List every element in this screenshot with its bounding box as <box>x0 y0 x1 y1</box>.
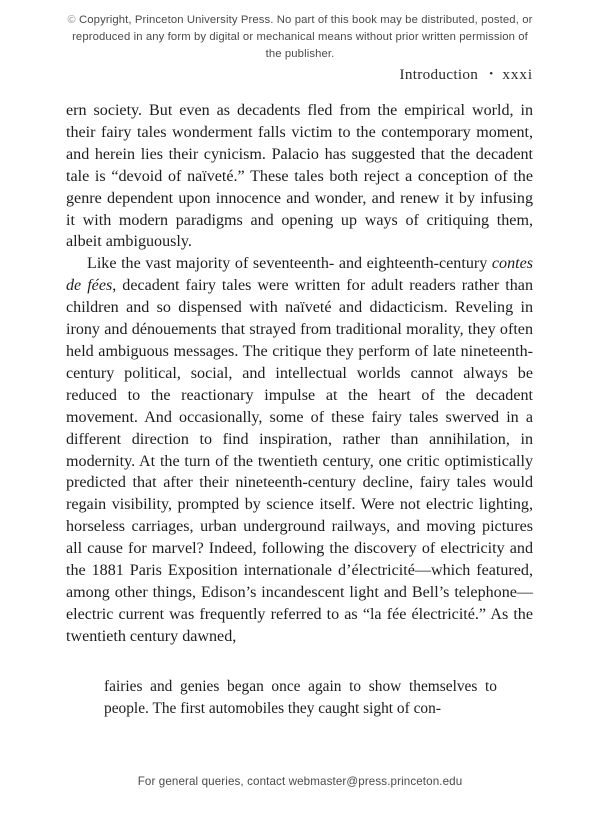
paragraph-segment-lead: Like the vast majority of seventeenth- and eighteenth-century <box>87 255 492 273</box>
copyright-text: Copyright, Princeton University Press. No part of this book may be distributed, posted, or reproduced in any form by digital or mechanical means without prior written permission of the publisher. <box>72 14 533 60</box>
page-folio: xxxi <box>502 66 533 83</box>
bullet-separator-icon: • <box>489 68 494 80</box>
running-head <box>66 66 533 84</box>
page-footer: For general queries, contact webmaster@press.princeton.edu <box>137 775 463 788</box>
paragraph-segment-tail: , decadent fairy tales were written for adult readers rather than children and so dispensed with naïveté and didacticism. Reveling in irony and dénouements that strayed from traditional morality, they often held ambiguous messages. The critique they perform of late nineteenth-century political, social, and intellectual worlds cannot always be reduced to the reactionary impulse at the heart of the decadent movement. And occasionally, some of these fairy tales swerved in a different direction to find inspiration, rather than annihilation, in modernity. At the turn of the twentieth century, one critic optimistically predicted that after their nineteenth-century decline, fairy tales would regain visibility, prompted by science itself. Were not electric lighting, horseless carriages, urban underground railways, and moving pictures all cause for marvel? Indeed, following the discovery of electricity and the 1881 Paris Exposition internationale d’électricité—which featured, among other things, Edison’s incandescent light and Bell’s telephone—electric current was frequently referred to as “la fée électricité.” As the twentieth century dawned, <box>66 277 533 645</box>
copyright-symbol-icon: © <box>67 14 76 26</box>
text-column <box>66 100 533 648</box>
paragraph-body <box>66 253 533 647</box>
copyright-notice <box>66 12 534 63</box>
block-quote-text: fairies and genies began once again to show themselves to people. The first automobiles they caught sight of con- <box>104 678 497 717</box>
paragraph-continuation: ern society. But even as decadents fled from the empirical world, in their fairy tales wonderment falls victim to the contemporary moment, and herein lies their cynicism. Palacio has suggested that the decadent tale is “devoid of naïveté.” These tales both reject a conception of the genre dependent upon innocence and wonder, and renew it by infusing it with modern paradigms and opening up ways of critiquing them, albeit ambiguously. <box>66 102 533 251</box>
running-head-title: Introduction <box>399 66 479 83</box>
block-quote <box>104 676 497 720</box>
italic-phrase-contes-de-fees: contes de fées <box>66 255 533 295</box>
